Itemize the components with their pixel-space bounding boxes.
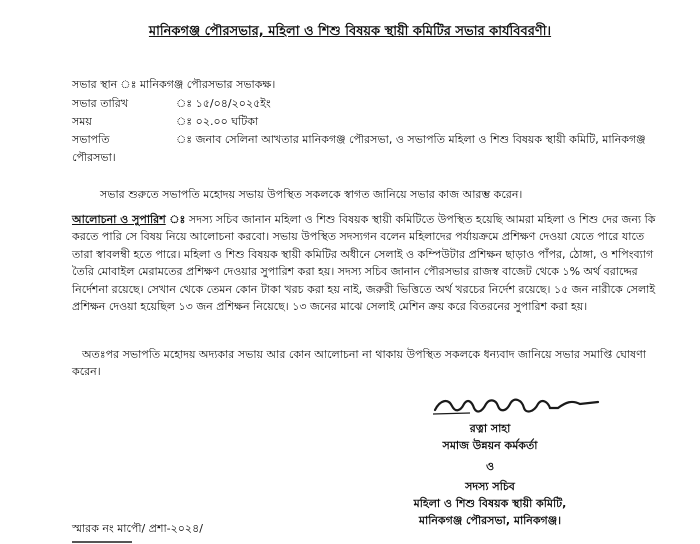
discussion-line: প্রশিক্ষন দেওয়া হয়েছিল ১৩ জন প্রশিক্ষন নিয়েছে। ১৩ জনের মাঝে সেলাই মেশিন ক্রয় করে বিতরনের সুপারিশ করা হয়। [72,300,588,314]
discussion-line: করতে পারি সে বিষয় নিয়ে আলোচনা করবো। সভায় উপস্থিত সদস্যগন বলেন মহিলাদের পর্যায়ক্রমে প্রশিক্ষণ দেওয়া যেতে পারে যাতে [72,230,645,244]
meeting-date-label: সভার তারিখ [72,97,129,110]
discussion-heading: আলোচনা ও সুপারিশ [72,213,166,226]
meeting-time-label: সময় [72,115,92,128]
meeting-chair-label: সভাপতি [72,133,110,146]
discussion-heading-suffix: ঃ [169,213,186,226]
meeting-chair-value-cont: পৌরসভা। [72,151,116,164]
signature-block [370,420,610,530]
signatory-committee: মহিলা ও শিশু বিষয়ক স্থায়ী কমিটি, [413,497,567,510]
discussion-line: তৈরি মোবাইল মেরামতের প্রশিক্ষণ দেওয়ার সুপারিশ করা হয়। সদস্য সচিব জানান পৌরসভার রাজস্ব বাজেট থেকে ১% অর্থ বরাদ্দের [72,265,638,279]
discussion-line: তারা স্বাবলম্বী হতে পারে। মহিলা ও শিশু বিষয়ক স্থায়ী কমিটির অধীনে সেলাই ও কম্পিউটার প্রশিক্ষন ছাড়াও পাঁপর, ঠোঙ্গা, ও শপিংব্যাগ [72,247,654,261]
cropped-line [72,538,182,544]
discussion-line-1 [72,211,656,228]
discussion-section [72,211,656,315]
closing-line: অতঃপর সভাপতি মহোদয় অদ্যকার সভায় আর কোন আলোচনা না থাকায় উপস্থিত সকলকে ধন্যবাদ জানিয়ে সভার সমাপ্তি ঘোষণা [82,348,646,361]
signatory-office: মানিকগঞ্জ পৌরসভা, মানিকগঞ্জ। [418,514,562,527]
signatory-designation: সমাজ উন্নয়ন কর্মকর্তা [442,439,538,452]
closing-paragraph [72,346,646,381]
closing-line: করেন। [72,365,101,379]
meeting-chair-value: ঃ জনাব সেলিনা আখতার মানিকগঞ্জ পৌরসভা, ও সভাপতি মহিলা ও শিশু বিষয়ক স্থায়ী কমিটি, মানিকগঞ্জ [176,133,646,146]
discussion-line: নির্দেশনা রয়েছে। সেখান থেকে তেমন কোন টাকা খরচ করা হয় নাই, জরুরী ভিত্তিতে অর্থ খরচের নির্দেশ রয়েছে। ১৫ জন নারীকে সেলাই [72,282,656,296]
meeting-date-value: ঃ ১৫/০৪/২০২৫ইং [176,97,271,110]
opening-paragraph: সভার শুরুতে সভাপতি মহোদয় সভায় উপস্থিত সকলকে স্বাগত জানিয়ে সভার কাজ আরম্ভ করেন। [100,188,523,201]
signature-image [430,392,605,420]
signatory-role: সদস্য সচিব [465,480,515,493]
cropped-text-fragment [72,541,132,543]
meeting-venue: সভার স্থান ঃ মানিকগঞ্জ পৌরসভার সভাকক্ষ। [72,78,276,91]
title-text: মানিকগঞ্জ পৌরসভার, মহিলা ও শিশু বিষয়ক স্থায়ী কমিটির সভার কার্যবিবরণী। [148,24,552,39]
signatory-name: রত্না সাহা [469,422,511,435]
discussion-text: সদস্য সচিব জানান মহিলা ও শিশু বিষয়ক স্থায়ী কমিটিতে উপস্থিত হয়েছি আমরা মহিলা ও শিশু দের জন্য কি [188,213,656,226]
document-title [0,22,700,43]
signatory-conjunction: ও [485,460,495,473]
memo-number: স্মারক নং মাপৌ/ প্রশা-২০২৪/ [72,522,203,535]
meeting-time-value: ঃ ০২.০০ ঘটিকা [176,115,259,128]
